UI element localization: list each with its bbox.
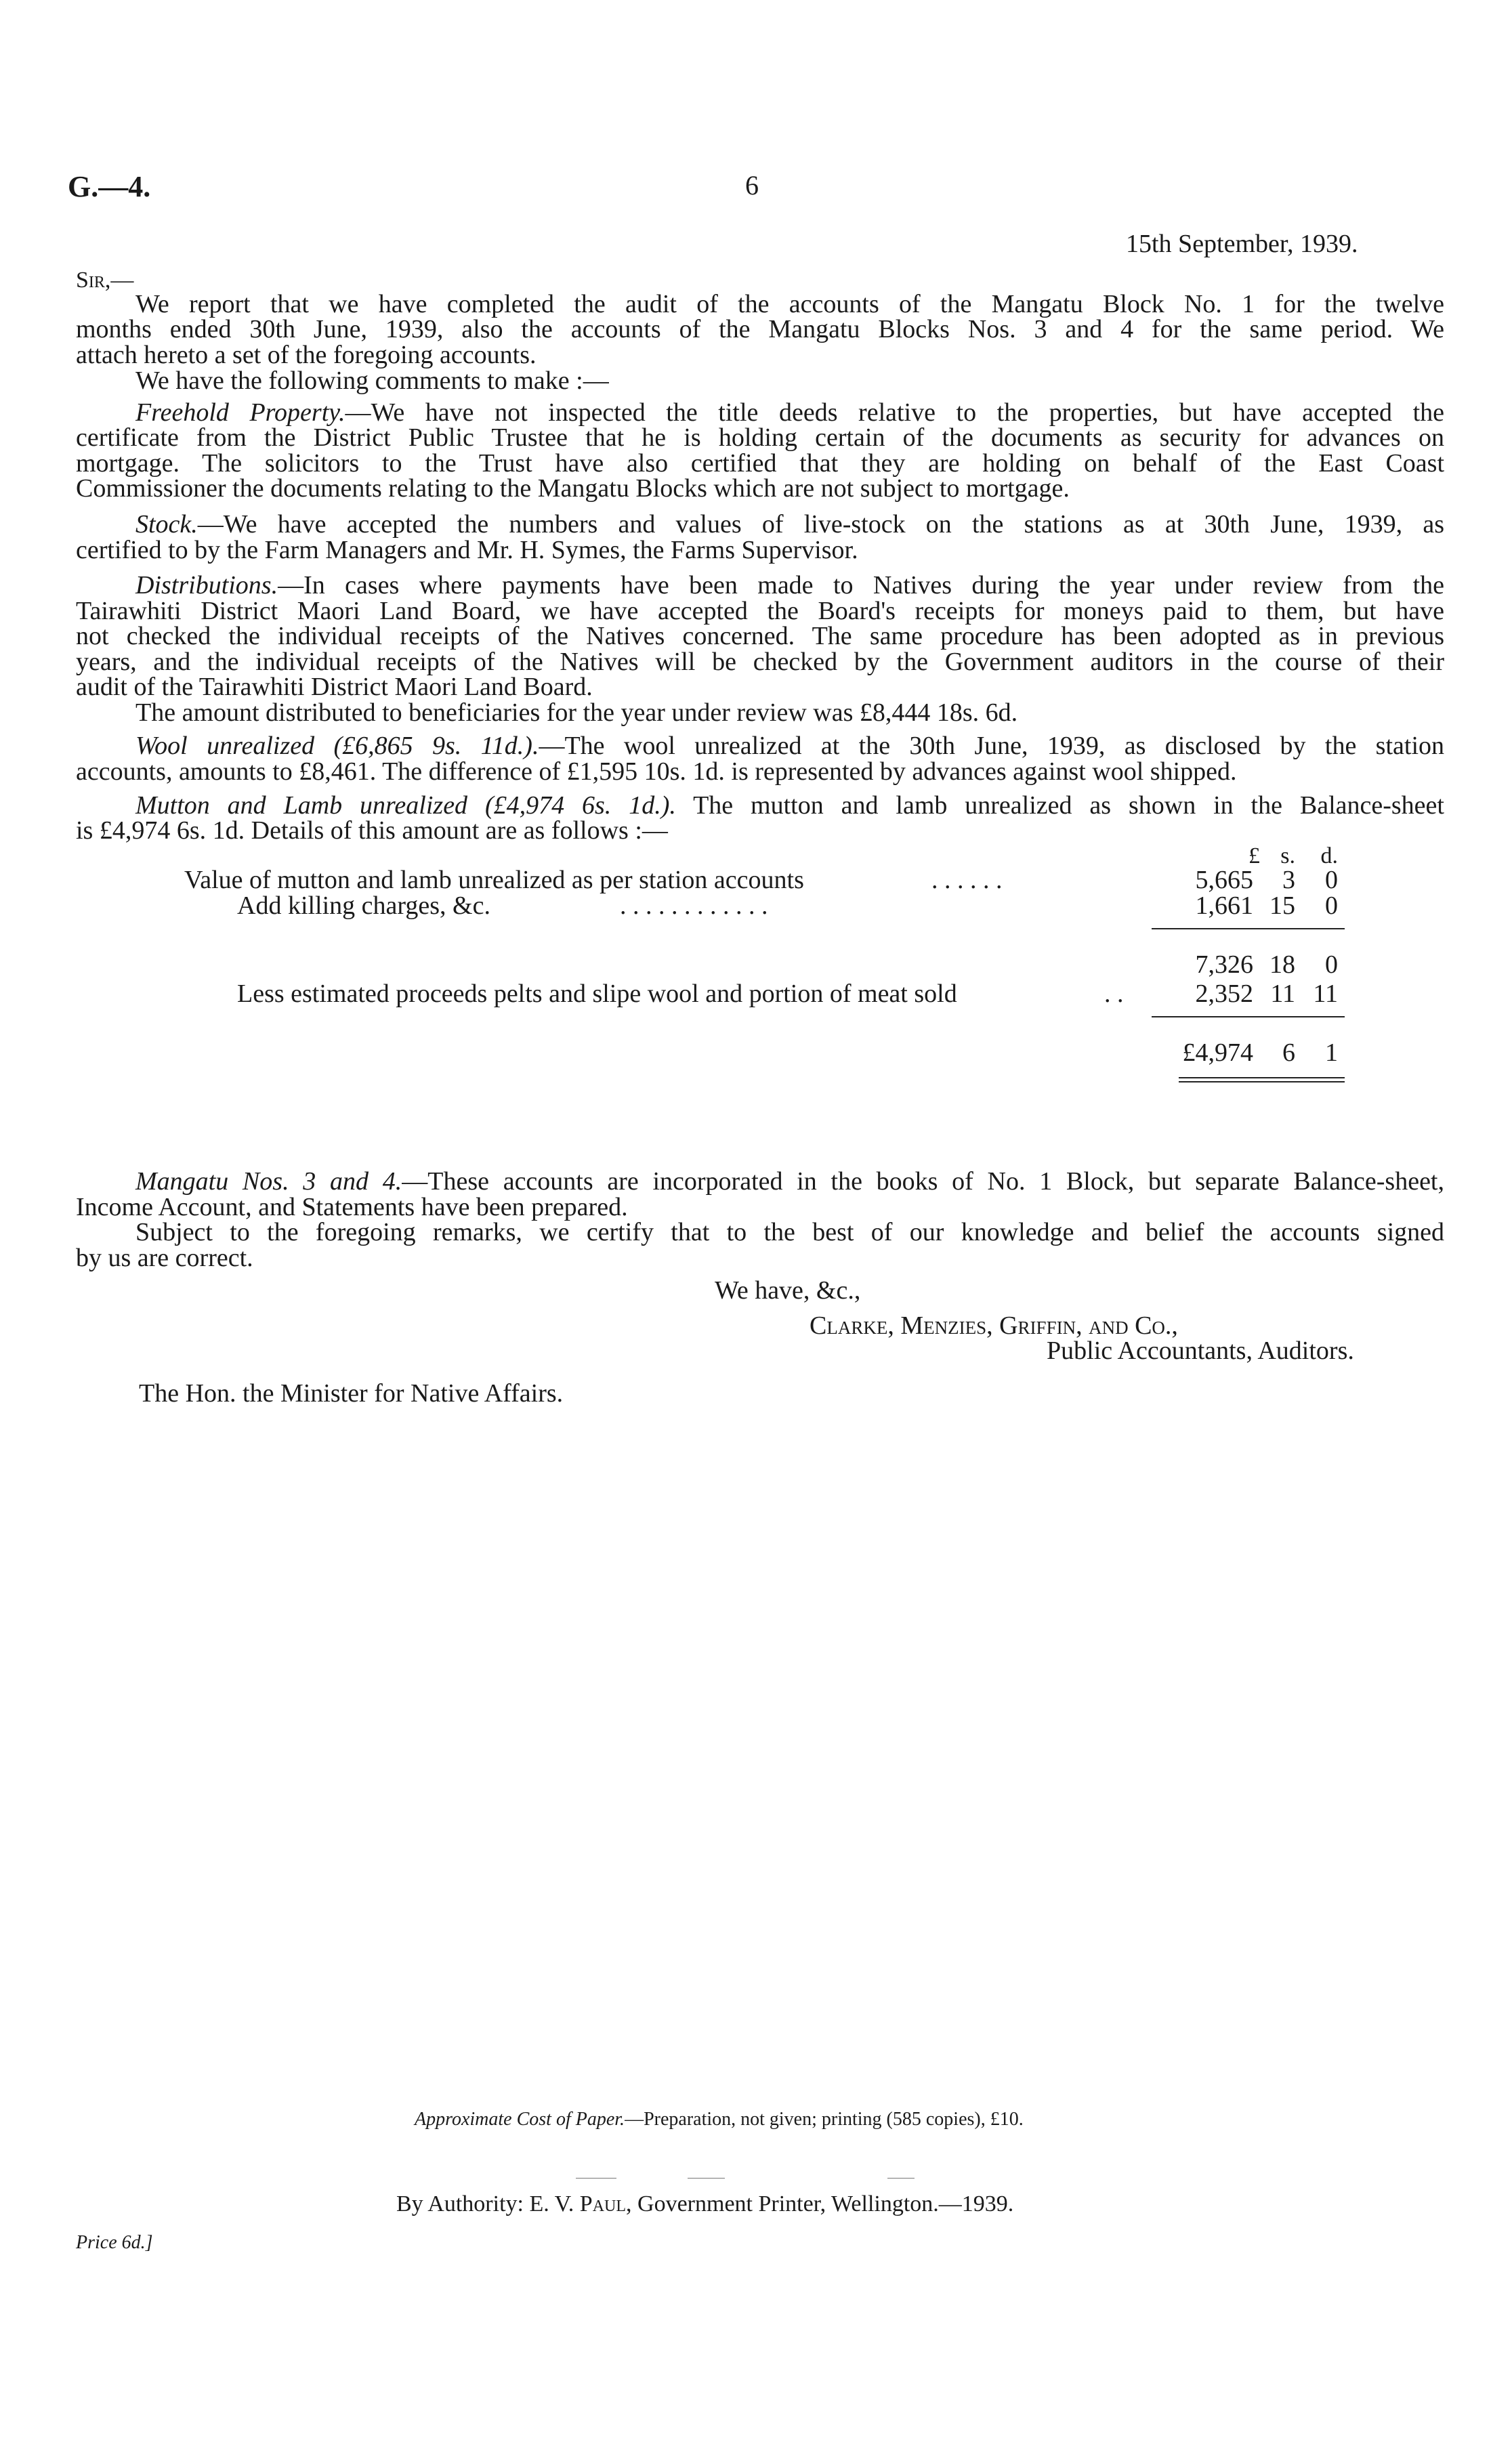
cost-label: Approximate Cost of Paper. bbox=[415, 2109, 625, 2130]
printer-rule bbox=[688, 2178, 725, 2179]
addressee: The Hon. the Minister for Native Affairs. bbox=[139, 1379, 564, 1408]
mutton-paragraph-line: Mutton and Lamb unrealized (£4,974 6s. 1d.). The mutton and lamb unrealized as shown in the Balance-sheet bbox=[135, 791, 1444, 820]
account-row-pence: 0 bbox=[1325, 866, 1338, 894]
total-rule bbox=[1152, 1016, 1345, 1017]
stock-heading: Stock. bbox=[135, 510, 198, 539]
distributions-amount-line: The amount distributed to beneficiaries for the year under review was £8,444 18s. 6d. bbox=[135, 698, 1018, 727]
account-row-pounds: 1,661 bbox=[1195, 891, 1253, 920]
account-row-leaders: . . . . . . bbox=[931, 866, 1003, 894]
signatory-firm: Clarke, Menzies, Griffin, and Co., bbox=[810, 1311, 1178, 1340]
shillings-column-header: s. bbox=[1280, 843, 1295, 868]
account-row-shillings: 3 bbox=[1282, 866, 1295, 894]
freehold-paragraph-line: Commissioner the documents relating to the Mangatu Blocks which are not subject to mortgage. bbox=[76, 474, 1070, 503]
freehold-paragraph-line: Freehold Property.—We have not inspected the title deeds relative to the properties, but have accepted the bbox=[135, 398, 1444, 427]
mutton-paragraph-line: is £4,974 6s. 1d. Details of this amount are as follows :— bbox=[76, 816, 668, 845]
account-row-pounds: 5,665 bbox=[1195, 866, 1253, 894]
intro-line: attach hereto a set of the foregoing accounts. bbox=[76, 341, 537, 369]
mangatu-heading: Mangatu Nos. 3 and 4. bbox=[135, 1167, 402, 1196]
distributions-paragraph-line: Distributions.—In cases where payments have been made to Natives during the year under review from the bbox=[135, 571, 1444, 600]
document-reference: G.—4. bbox=[68, 170, 151, 203]
account-row-pounds: 2,352 bbox=[1195, 980, 1253, 1008]
printing-cost-note: Approximate Cost of Paper.—Preparation, not given; printing (585 copies), £10. bbox=[415, 2109, 1024, 2130]
wool-heading: Wool unrealized (£6,865 9s. 11d.). bbox=[135, 732, 539, 760]
printer-imprint: By Authority: E. V. Paul, Government Printer, Wellington.—1939. bbox=[396, 2191, 1014, 2216]
pounds-column-header: £ bbox=[1248, 843, 1260, 868]
mutton-heading: Mutton and Lamb unrealized (£4,974 6s. 1d.). bbox=[135, 791, 676, 820]
account-subtotal-shillings: 18 bbox=[1269, 950, 1295, 979]
page-number: 6 bbox=[745, 170, 759, 201]
account-row-leaders: . . . . . . . . . . . . bbox=[620, 891, 768, 920]
salutation: Sir,— bbox=[76, 268, 134, 293]
account-subtotal-pence: 0 bbox=[1325, 950, 1338, 979]
distributions-paragraph-line: audit of the Tairawhiti District Maori Land Board. bbox=[76, 673, 593, 701]
letter-date: 15th September, 1939. bbox=[1126, 230, 1358, 258]
account-row-leaders: . . bbox=[1104, 980, 1124, 1008]
stock-paragraph-line: certified to by the Farm Managers and Mr. H. Symes, the Farms Supervisor. bbox=[76, 536, 858, 564]
distributions-paragraph-line: Tairawhiti District Maori Land Board, we have accepted the Board's receipts for moneys paid to them, but have bbox=[76, 597, 1444, 625]
freehold-paragraph-line: mortgage. The solicitors to the Trust have also certified that they are holding on behalf of the East Coast bbox=[76, 449, 1444, 478]
intro-line: months ended 30th June, 1939, also the accounts of the Mangatu Blocks Nos. 3 and 4 for the same period. We bbox=[76, 315, 1444, 343]
account-row-pence: 11 bbox=[1313, 980, 1338, 1008]
account-row-pence: 0 bbox=[1325, 891, 1338, 920]
total-double-rule bbox=[1179, 1077, 1345, 1078]
account-total-shillings: 6 bbox=[1282, 1038, 1295, 1067]
price: Price 6d.] bbox=[76, 2232, 153, 2253]
account-row-shillings: 15 bbox=[1269, 891, 1295, 920]
freehold-paragraph-line: certificate from the District Public Trustee that he is holding certain of the documents as security for advances on bbox=[76, 423, 1444, 452]
account-subtotal-pounds: 7,326 bbox=[1195, 950, 1253, 979]
printer-rule bbox=[887, 2178, 915, 2179]
account-row-label: Value of mutton and lamb unrealized as per station accounts bbox=[184, 866, 804, 894]
pence-column-header: d. bbox=[1320, 843, 1338, 868]
total-double-rule bbox=[1179, 1081, 1345, 1082]
intro-line: We have the following comments to make :— bbox=[135, 366, 609, 395]
account-total-pounds: £4,974 bbox=[1182, 1038, 1253, 1067]
account-row-label: Add killing charges, &c. bbox=[237, 891, 490, 920]
wool-paragraph-line: accounts, amounts to £8,461. The difference of £1,595 10s. 1d. is represented by advances against wool shipped. bbox=[76, 757, 1237, 786]
certification-line: by us are correct. bbox=[76, 1244, 253, 1272]
mangatu-paragraph-line: Mangatu Nos. 3 and 4.—These accounts are incorporated in the books of No. 1 Block, but separate Balance-sheet, bbox=[135, 1167, 1444, 1196]
account-row-label: Less estimated proceeds pelts and slipe wool and portion of meat sold bbox=[237, 980, 957, 1008]
account-row-shillings: 11 bbox=[1270, 980, 1295, 1008]
distributions-paragraph-line: not checked the individual receipts of the Natives concerned. The same procedure has been adopted as in previous bbox=[76, 622, 1444, 650]
subtotal-rule bbox=[1152, 928, 1345, 929]
wool-paragraph-line: Wool unrealized (£6,865 9s. 11d.).—The wool unrealized at the 30th June, 1939, as disclosed by the station bbox=[135, 732, 1445, 760]
distributions-heading: Distributions. bbox=[135, 571, 278, 600]
stock-paragraph-line: Stock.—We have accepted the numbers and values of live-stock on the stations as at 30th June, 1939, as bbox=[135, 510, 1444, 539]
distributions-paragraph-line: years, and the individual receipts of the Natives will be checked by the Government auditors in the course of their bbox=[76, 648, 1444, 676]
closing: We have, &c., bbox=[715, 1276, 861, 1305]
printer-rule bbox=[576, 2178, 616, 2179]
freehold-heading: Freehold Property. bbox=[135, 398, 345, 427]
account-total-pence: 1 bbox=[1325, 1038, 1338, 1067]
intro-line: We report that we have completed the audit of the accounts of the Mangatu Block No. 1 for the twelve bbox=[135, 290, 1444, 318]
mangatu-paragraph-line: Income Account, and Statements have been prepared. bbox=[76, 1193, 628, 1221]
certification-line: Subject to the foregoing remarks, we certify that to the best of our knowledge and belief the accounts signed bbox=[135, 1218, 1444, 1246]
signatory-role: Public Accountants, Auditors. bbox=[1047, 1337, 1354, 1365]
